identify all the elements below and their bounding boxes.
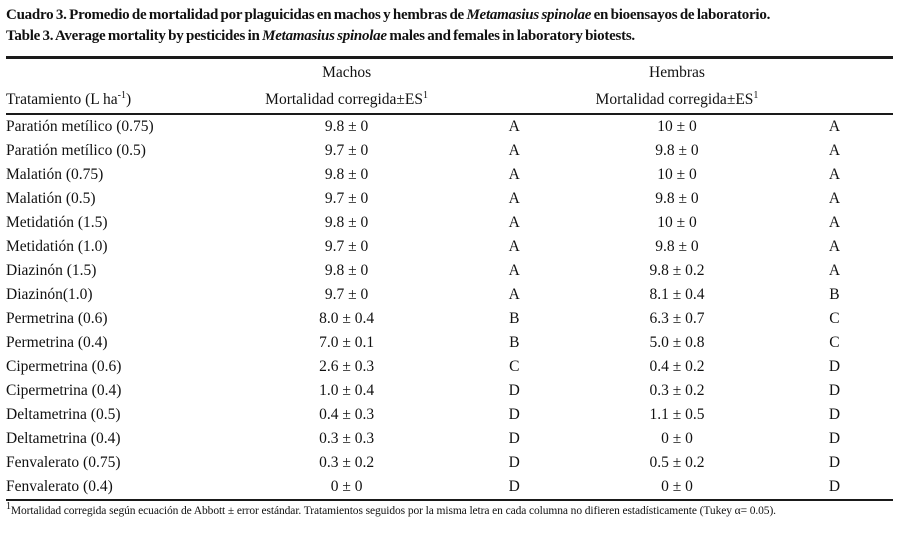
hembras-value-cell: 9.8 ± 0: [655, 238, 699, 255]
machos-value-cell: 0 ± 0: [330, 478, 363, 495]
hembras-mortality-header-text: Mortalidad corregida±ES: [595, 90, 754, 108]
hembras-mortality-column-header: [578, 86, 776, 114]
machos-value-cell: 9.7 ± 0: [324, 142, 369, 159]
hembras-letter-cell: C: [829, 334, 840, 351]
hembras-value-cell: 10 ± 0: [657, 214, 697, 231]
hembras-value-cell: 0.4 ± 0.2: [649, 358, 705, 375]
machos-value-cell: 9.8 ± 0: [324, 118, 369, 135]
hembras-value-cell: 0.5 ± 0.2: [649, 454, 705, 471]
table-row: [6, 259, 893, 283]
treatment-cell: Paratión metílico (0.75): [6, 118, 154, 135]
hembras-letter-cell: D: [828, 406, 841, 423]
table-row: [6, 331, 893, 355]
hembras-group-header: Hembras: [649, 63, 705, 81]
machos-letter-cell: A: [508, 166, 520, 183]
machos-mortality-header-superscript: 1: [423, 89, 429, 101]
treatment-header-superscript: -1: [117, 89, 126, 101]
title-es-text: Cuadro 3. Promedio de mortalidad por plaguicidas en machos y hembras de: [6, 7, 467, 23]
table-row: [6, 451, 893, 475]
treatment-cell: Diazinón(1.0): [6, 286, 93, 303]
machos-letter-cell: B: [509, 334, 520, 351]
treatment-cell: Metidatión (1.5): [6, 214, 108, 231]
table-row: [6, 139, 893, 163]
machos-letter-cell: A: [508, 190, 520, 207]
machos-letter-cell: B: [509, 310, 520, 327]
machos-value-cell: 9.7 ± 0: [324, 286, 369, 303]
hembras-value-cell: 9.8 ± 0: [655, 190, 699, 207]
machos-value-cell: 9.8 ± 0: [324, 166, 369, 183]
machos-mortality-header-text: Mortalidad corregida±ES: [265, 90, 424, 108]
column-header-row: [6, 86, 893, 114]
group-header-spacer: [776, 58, 893, 87]
machos-value-cell: 2.6 ± 0.3: [319, 358, 375, 375]
hembras-letter-cell: A: [828, 238, 841, 255]
machos-mortality-column-header: [243, 86, 451, 114]
machos-value-cell: 0.3 ± 0.3: [319, 430, 375, 447]
table-row: [6, 211, 893, 235]
table-row: [6, 355, 893, 379]
hembras-value-cell: 0 ± 0: [661, 478, 693, 495]
table-row: [6, 307, 893, 331]
treatment-cell: Malatión (0.75): [6, 166, 104, 183]
table-row: [6, 283, 893, 307]
treatment-cell: Paratión metílico (0.5): [6, 142, 146, 159]
title-en-text: Table 3. Average mortality by pesticides in: [6, 28, 263, 44]
treatment-header-close: ): [125, 90, 132, 108]
hembras-value-cell: 0 ± 0: [661, 430, 693, 447]
table-title-english: [6, 26, 893, 47]
treatment-cell: Cipermetrina (0.6): [6, 358, 122, 375]
treatment-cell: Fenvalerato (0.75): [6, 454, 121, 471]
treatment-header-text: Tratamiento (L ha: [6, 90, 118, 108]
table-row: [6, 187, 893, 211]
treatment-cell: Permetrina (0.4): [6, 334, 108, 351]
treatment-cell: Deltametrina (0.4): [6, 430, 121, 447]
hembras-letter-cell: A: [828, 214, 841, 231]
footnote: [6, 501, 893, 519]
treatment-cell: Fenvalerato (0.4): [6, 478, 113, 495]
hembras-value-cell: 9.8 ± 0: [655, 142, 699, 159]
group-header-spacer: [450, 58, 578, 87]
table-row: [6, 235, 893, 259]
machos-letter-cell: A: [508, 286, 520, 303]
hembras-letter-cell: D: [828, 382, 841, 399]
machos-value-cell: 9.8 ± 0: [324, 214, 369, 231]
hembras-letter-cell: D: [828, 478, 841, 495]
table-row: [6, 475, 893, 500]
machos-value-cell: 0.3 ± 0.2: [319, 454, 375, 471]
machos-value-cell: 9.7 ± 0: [324, 238, 369, 255]
machos-value-cell: 1.0 ± 0.4: [319, 382, 375, 399]
hembras-letter-cell: A: [828, 190, 841, 207]
table-row: [6, 163, 893, 187]
footnote-superscript: 1: [6, 501, 11, 513]
table-body: [6, 114, 893, 500]
hembras-value-cell: 5.0 ± 0.8: [649, 334, 705, 351]
table-title-spanish: [6, 5, 893, 26]
mortality-table: [6, 56, 893, 501]
hembras-letter-cell: A: [828, 118, 841, 135]
title-es-suffix: en bioensayos de laboratorio.: [591, 7, 771, 23]
hembras-letter-cell: C: [829, 310, 840, 327]
machos-value-cell: 8.0 ± 0.4: [319, 310, 375, 327]
table-row: [6, 427, 893, 451]
column-header-spacer: [776, 86, 893, 114]
hembras-mortality-header-superscript: 1: [753, 89, 759, 101]
treatment-cell: Malatión (0.5): [6, 190, 96, 207]
hembras-value-cell: 0.3 ± 0.2: [649, 382, 705, 399]
title-es-species-italic: Metamasius spinolae: [466, 7, 592, 23]
machos-letter-cell: A: [508, 142, 520, 159]
hembras-value-cell: 8.1 ± 0.4: [649, 286, 705, 303]
table-row: [6, 403, 893, 427]
group-header-spacer: [6, 58, 243, 87]
machos-letter-cell: D: [508, 478, 520, 495]
treatment-cell: Permetrina (0.6): [6, 310, 108, 327]
group-header-row: [6, 58, 893, 87]
treatment-cell: Metidatión (1.0): [6, 238, 108, 255]
machos-letter-cell: D: [508, 382, 520, 399]
machos-value-cell: 9.7 ± 0: [324, 190, 369, 207]
hembras-letter-cell: D: [828, 430, 841, 447]
hembras-value-cell: 1.1 ± 0.5: [649, 406, 705, 423]
hembras-value-cell: 6.3 ± 0.7: [649, 310, 705, 327]
hembras-value-cell: 10 ± 0: [657, 118, 697, 135]
hembras-letter-cell: A: [828, 262, 841, 279]
machos-value-cell: 7.0 ± 0.1: [319, 334, 375, 351]
machos-letter-cell: D: [508, 454, 520, 471]
machos-letter-cell: A: [508, 262, 520, 279]
machos-letter-cell: A: [508, 238, 520, 255]
machos-value-cell: 0.4 ± 0.3: [319, 406, 375, 423]
machos-letter-cell: D: [508, 430, 520, 447]
table-row: [6, 114, 893, 139]
machos-letter-cell: D: [508, 406, 520, 423]
hembras-value-cell: 9.8 ± 0.2: [649, 262, 705, 279]
table-row: [6, 379, 893, 403]
treatment-cell: Deltametrina (0.5): [6, 406, 121, 423]
hembras-letter-cell: D: [828, 454, 841, 471]
treatment-cell: Diazinón (1.5): [6, 262, 97, 279]
hembras-letter-cell: B: [829, 286, 840, 303]
column-header-spacer: [450, 86, 578, 114]
table-header: [6, 58, 893, 115]
machos-group-header: Machos: [322, 63, 372, 81]
machos-letter-cell: A: [508, 118, 520, 135]
hembras-letter-cell: A: [828, 166, 841, 183]
machos-letter-cell: C: [509, 358, 520, 375]
machos-letter-cell: A: [508, 214, 520, 231]
hembras-letter-cell: D: [828, 358, 841, 375]
treatment-column-header: [6, 86, 243, 114]
hembras-letter-cell: A: [828, 142, 841, 159]
footnote-text: Mortalidad corregida según ecuación de Abbott ± error estándar. Tratamientos seguidos por la misma letra en cada columna no difieren estadísticamente (Tukey α= 0.05).: [10, 505, 776, 517]
treatment-cell: Cipermetrina (0.4): [6, 382, 122, 399]
hembras-value-cell: 10 ± 0: [657, 166, 697, 183]
title-en-suffix: males and females in laboratory biotests.: [386, 28, 635, 44]
title-en-species-italic: Metamasius spinolae: [262, 28, 387, 44]
machos-value-cell: 9.8 ± 0: [324, 262, 369, 279]
